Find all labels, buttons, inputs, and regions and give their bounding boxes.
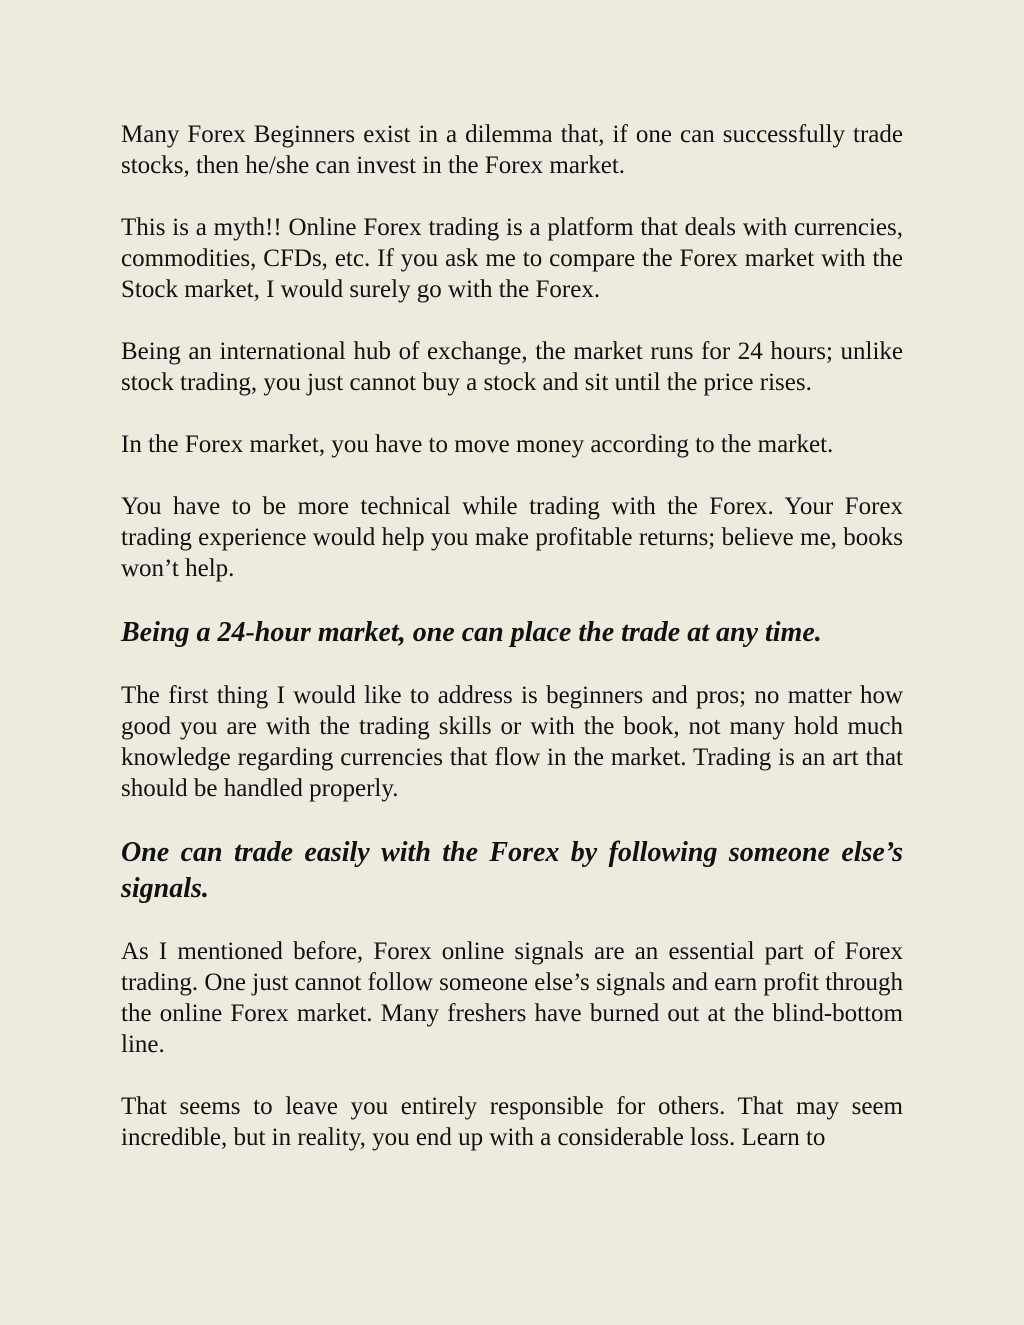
heading-following-signals: One can trade easily with the Forex by following someone else’s signals.	[121, 837, 903, 904]
paragraph-move-money: In the Forex market, you have to move money according to the market.	[121, 431, 834, 458]
paragraph-beginners-and-pros: The first thing I would like to address is beginners and pros; no matter how good you are with the trading skills or with the book, not many hold much knowledge regarding currencies that flow in the market. Trading is an art that should be handled properly.	[121, 682, 903, 802]
document-body	[121, 119, 903, 1184]
paragraph-myth: This is a myth!! Online Forex trading is a platform that deals with currencies, commodities, CFDs, etc. If you ask me to compare the Forex market with the Stock market, I would surely go with the Forex.	[121, 214, 903, 303]
paragraph-signals-essential: As I mentioned before, Forex online signals are an essential part of Forex trading. One just cannot follow someone else’s signals and earn profit through the online Forex market. Many freshers have burned out at the blind-bottom line.	[121, 938, 903, 1058]
heading-24-hour-market: Being a 24-hour market, one can place the trade at any time.	[121, 617, 822, 648]
paragraph-be-technical: You have to be more technical while trading with the Forex. Your Forex trading experience would help you make profitable returns; believe me, books won’t help.	[121, 493, 903, 582]
paragraph-international-hub: Being an international hub of exchange, the market runs for 24 hours; unlike stock trading, you just cannot buy a stock and sit until the price rises.	[121, 338, 903, 396]
paragraph-responsible-for-others: That seems to leave you entirely responsible for others. That may seem incredible, but in reality, you end up with a considerable loss. Learn to	[121, 1093, 903, 1151]
paragraph-forex-beginners-dilemma: Many Forex Beginners exist in a dilemma that, if one can successfully trade stocks, then he/she can invest in the Forex market.	[121, 121, 903, 179]
